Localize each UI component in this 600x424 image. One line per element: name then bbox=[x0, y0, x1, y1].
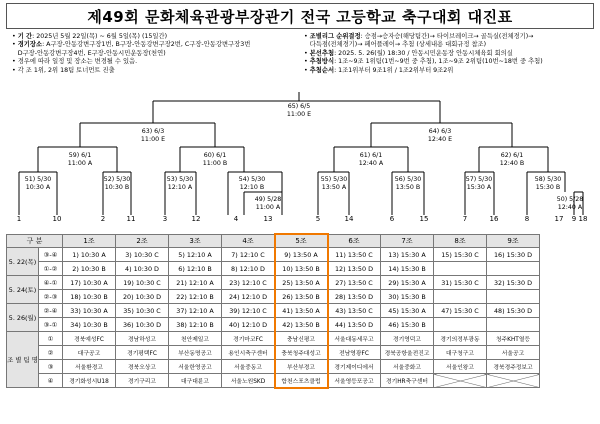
pair-dash: - bbox=[49, 306, 52, 315]
date-cell: 5. 22(목) bbox=[7, 248, 39, 276]
team-name: 서울환경고 bbox=[63, 360, 116, 374]
match-cell: 48) 15:30 D bbox=[487, 304, 540, 318]
info-bullet: • bbox=[304, 33, 310, 40]
match-cell: 46) 15:30 B bbox=[381, 318, 434, 332]
match-cell: 6) 12:10 B bbox=[169, 262, 222, 276]
team-name: 서울공고 bbox=[487, 346, 540, 360]
schedule-header-row bbox=[7, 235, 540, 248]
info-line bbox=[12, 41, 250, 49]
team-name: 천안제일고 bbox=[169, 332, 222, 346]
match-cell: 32) 15:30 D bbox=[487, 276, 540, 290]
pair-dash: - bbox=[49, 278, 52, 287]
info-line bbox=[12, 50, 250, 58]
team-name: 청주KHT열등 bbox=[487, 332, 540, 346]
match-cell: 19) 10:30 C bbox=[116, 276, 169, 290]
info-line bbox=[12, 58, 250, 66]
match-time: 15:30 B bbox=[535, 184, 561, 191]
pair-dash: - bbox=[49, 292, 52, 301]
match-cell: 8) 12:10 D bbox=[222, 262, 275, 276]
seed-number: 12 bbox=[191, 215, 201, 223]
match-time: 10:30 B bbox=[104, 184, 130, 191]
match-label: 63) 6/3 bbox=[141, 128, 165, 135]
match-cell: 31) 15:30 C bbox=[434, 276, 487, 290]
match-label: 52) 5/30 bbox=[103, 176, 131, 183]
match-time: 11:00 A bbox=[255, 204, 281, 211]
match-cell: 29) 15:30 A bbox=[381, 276, 434, 290]
match-time: 12:10 A bbox=[167, 184, 193, 191]
team-number-cell bbox=[39, 374, 63, 388]
team-name: 경북오상고 bbox=[116, 360, 169, 374]
seed-number: 15 bbox=[419, 215, 429, 223]
match-time: 11:00 E bbox=[140, 136, 166, 143]
match-cell: 47) 15:30 C bbox=[434, 304, 487, 318]
bracket-match-m64 bbox=[428, 128, 452, 144]
schedule-row bbox=[7, 304, 540, 318]
team-name: 경북경주정보고 bbox=[487, 360, 540, 374]
info-label: 기 간 bbox=[17, 33, 33, 40]
team-number-cell bbox=[39, 360, 63, 374]
header-group-3: 3조 bbox=[169, 235, 222, 248]
info-line bbox=[12, 67, 250, 75]
match-cell: 1) 10:30 A bbox=[63, 248, 116, 262]
match-cell: 26) 13:50 B bbox=[275, 290, 328, 304]
team-name: 경기제이디에서 bbox=[328, 360, 381, 374]
seed-number: 3 bbox=[162, 215, 168, 223]
match-cell: 37) 12:10 A bbox=[169, 304, 222, 318]
team-name: 대구공고 bbox=[63, 346, 116, 360]
info-text: : 1조1위부터 9조1위 / 1조2위부터 9조2위 bbox=[334, 66, 454, 74]
team-name: 경기화성시U18 bbox=[63, 374, 116, 388]
seed-number: 4 bbox=[233, 215, 239, 223]
circled-number: ④ bbox=[47, 376, 54, 385]
bracket-match-m51 bbox=[25, 176, 52, 192]
match-time: 10:30 A bbox=[25, 184, 51, 191]
team-name: 부산부경고 bbox=[275, 360, 328, 374]
info-text: : 1조~9조 1위팀(1번~9번 중 추첨), 1조~9조 2위팀(10번~18번 중 추첨) bbox=[334, 58, 543, 66]
bracket-match-m57 bbox=[466, 176, 493, 192]
team-name: 충남신평고 bbox=[275, 332, 328, 346]
info-label: 추첨방식 bbox=[309, 58, 335, 66]
team-name: 서울대동세무고 bbox=[328, 332, 381, 346]
match-label: 60) 6/1 bbox=[203, 152, 227, 159]
bracket-match-m60 bbox=[203, 152, 227, 168]
header-group-9: 9조 bbox=[487, 235, 540, 248]
match-label: 49) 5/28 bbox=[254, 196, 282, 203]
match-time: 13:50 A bbox=[321, 184, 347, 191]
match-cell: 17) 10:30 A bbox=[63, 276, 116, 290]
match-cell: 30) 15:30 B bbox=[381, 290, 434, 304]
seed-number: 9 bbox=[571, 215, 577, 223]
match-label: 64) 6/3 bbox=[428, 128, 452, 135]
match-cell: 12) 13:50 D bbox=[328, 262, 381, 276]
pair-cell bbox=[39, 276, 63, 290]
match-cell: 20) 10:30 D bbox=[116, 290, 169, 304]
empty-slot bbox=[487, 374, 540, 388]
match-cell: 9) 13:50 A bbox=[275, 248, 328, 262]
match-cell: 10) 13:50 B bbox=[275, 262, 328, 276]
team-name: 경기평택FC bbox=[116, 346, 169, 360]
match-cell: 13) 15:30 A bbox=[381, 248, 434, 262]
seed-number: 8 bbox=[524, 215, 530, 223]
bracket-match-m58 bbox=[535, 176, 562, 192]
bracket-match-m59 bbox=[68, 152, 92, 168]
info-label: 조별리그 순위결정 bbox=[309, 33, 361, 40]
match-cell: 35) 10:30 C bbox=[116, 304, 169, 318]
circled-number: ② bbox=[51, 264, 58, 273]
match-cell: 7) 12:10 C bbox=[222, 248, 275, 262]
team-name: 서울영등포공고 bbox=[328, 374, 381, 388]
seed-number: 10 bbox=[52, 215, 62, 223]
match-cell: 16) 15:30 D bbox=[487, 248, 540, 262]
seed-number: 17 bbox=[554, 215, 564, 223]
match-cell bbox=[434, 290, 487, 304]
team-name: 서울인왕고 bbox=[434, 360, 487, 374]
schedule-row bbox=[7, 290, 540, 304]
circled-number: ① bbox=[51, 320, 58, 329]
match-time: 13:50 B bbox=[395, 184, 421, 191]
seed-number: 2 bbox=[100, 215, 106, 223]
match-cell: 4) 10:30 D bbox=[116, 262, 169, 276]
match-label: 54) 5/30 bbox=[238, 176, 266, 183]
schedule-row bbox=[7, 318, 540, 332]
info-bullet: • bbox=[12, 66, 18, 74]
match-cell: 33) 10:30 A bbox=[63, 304, 116, 318]
header-group-5: 5조 bbox=[275, 235, 328, 248]
date-cell: 5. 24(토) bbox=[7, 276, 39, 304]
match-cell bbox=[487, 262, 540, 276]
seed-number: 13 bbox=[263, 215, 273, 223]
schedule-row bbox=[7, 276, 540, 290]
match-time: 12:40 E bbox=[427, 136, 453, 143]
page-title: 제49회 문화체육관광부장관기 전국 고등학교 축구대회 대진표 bbox=[87, 7, 513, 26]
match-cell: 34) 10:30 B bbox=[63, 318, 116, 332]
circled-number: ② bbox=[43, 306, 50, 315]
header-group-4: 4조 bbox=[222, 235, 275, 248]
match-cell: 21) 12:10 A bbox=[169, 276, 222, 290]
info-label: 경기장소 bbox=[17, 41, 43, 49]
match-label: 56) 5/30 bbox=[394, 176, 422, 183]
schedule-row bbox=[7, 262, 540, 276]
title-bar bbox=[6, 3, 594, 29]
match-label: 62) 6/1 bbox=[500, 152, 524, 159]
circled-number: ③ bbox=[43, 320, 50, 329]
info-line bbox=[304, 58, 543, 66]
bracket-match-m53 bbox=[167, 176, 194, 192]
match-label: 58) 5/30 bbox=[534, 176, 562, 183]
team-name: 용인시축구센터 bbox=[222, 346, 275, 360]
match-cell: 23) 12:10 C bbox=[222, 276, 275, 290]
seed-number: 16 bbox=[489, 215, 499, 223]
match-cell: 28) 13:50 D bbox=[328, 290, 381, 304]
match-cell: 44) 13:50 D bbox=[328, 318, 381, 332]
pair-cell bbox=[39, 318, 63, 332]
info-bullet: • bbox=[12, 58, 18, 66]
match-time: 12:40 B bbox=[499, 160, 525, 167]
circled-number: ③ bbox=[43, 250, 50, 259]
match-cell: 39) 12:10 C bbox=[222, 304, 275, 318]
team-name: 서울한영공고 bbox=[169, 360, 222, 374]
seed-number: 1 bbox=[16, 215, 22, 223]
match-label: 50) 5/28 bbox=[556, 196, 584, 203]
match-label: 53) 5/30 bbox=[166, 176, 194, 183]
team-row bbox=[7, 332, 540, 346]
info-label: 추첨순서 bbox=[309, 66, 335, 74]
info-label: 본선추첨 bbox=[309, 49, 335, 57]
info-right bbox=[304, 33, 543, 75]
match-time: 15:30 A bbox=[466, 184, 492, 191]
schedule-row bbox=[7, 248, 540, 262]
match-label: 59) 6/1 bbox=[68, 152, 92, 159]
circled-number: ① bbox=[43, 264, 50, 273]
info-bullet: • bbox=[12, 41, 18, 49]
match-label: 55) 5/30 bbox=[320, 176, 348, 183]
bracket-match-m63 bbox=[141, 128, 165, 144]
circled-number: ② bbox=[43, 292, 50, 301]
team-name: 경기의정부광동 bbox=[434, 332, 487, 346]
header-cell: 구 분 bbox=[7, 235, 63, 248]
match-cell: 15) 15:30 C bbox=[434, 248, 487, 262]
match-cell: 40) 12:10 D bbox=[222, 318, 275, 332]
header-group-1: 1조 bbox=[63, 235, 116, 248]
match-cell: 11) 13:50 C bbox=[328, 248, 381, 262]
team-name: 전남영광FC bbox=[328, 346, 381, 360]
circled-number: ③ bbox=[51, 292, 58, 301]
match-time: 11:00 E bbox=[286, 111, 312, 118]
team-row bbox=[7, 374, 540, 388]
info-text: D구장-안동강변구장4번, E구장-안동시민운동장(천연) bbox=[17, 49, 166, 57]
pair-dash: - bbox=[49, 264, 52, 273]
info-bullet: • bbox=[304, 58, 310, 66]
header-group-6: 6조 bbox=[328, 235, 381, 248]
pair-cell bbox=[39, 262, 63, 276]
info-text: : 2025. 5. 26(월) 18:30 / 안동시민운동장 안동시체육회 회의실 bbox=[334, 49, 513, 57]
info-left bbox=[12, 33, 250, 75]
match-cell: 5) 12:10 A bbox=[169, 248, 222, 262]
team-name: 부산동명공고 bbox=[169, 346, 222, 360]
info-text: 경우에 따라 일정 및 장소는 변경될 수 있음. bbox=[17, 58, 138, 66]
circled-number: ② bbox=[47, 348, 54, 357]
match-cell: 22) 12:10 B bbox=[169, 290, 222, 304]
match-cell: 18) 10:30 B bbox=[63, 290, 116, 304]
seed-number: 5 bbox=[315, 215, 321, 223]
match-cell: 3) 10:30 C bbox=[116, 248, 169, 262]
circled-number: ④ bbox=[43, 278, 50, 287]
info-text: : A구장-안동강변구장1번, B구장-안동강변구장2번, C구장-안동강변구장3번 bbox=[42, 41, 251, 49]
seed-number: 18 bbox=[578, 215, 588, 223]
team-number-cell bbox=[39, 332, 63, 346]
team-name: 경기영덕고 bbox=[381, 332, 434, 346]
team-name: 경남하성고 bbox=[116, 332, 169, 346]
team-row bbox=[7, 360, 540, 374]
match-cell bbox=[487, 318, 540, 332]
team-number-cell bbox=[39, 346, 63, 360]
team-name: 합천스포츠클럽 bbox=[275, 374, 328, 388]
match-label: 57) 5/30 bbox=[465, 176, 493, 183]
team-row bbox=[7, 346, 540, 360]
team-name: 경북예성FC bbox=[63, 332, 116, 346]
header-group-2: 2조 bbox=[116, 235, 169, 248]
match-label: 51) 5/30 bbox=[24, 176, 52, 183]
info-text: : 2025년 5월 22일(목) ~ 6월 5일(목) (15일간) bbox=[32, 33, 168, 40]
match-cell: 27) 13:50 C bbox=[328, 276, 381, 290]
empty-slot bbox=[434, 374, 487, 388]
header-group-8: 8조 bbox=[434, 235, 487, 248]
circled-number: ① bbox=[51, 278, 58, 287]
info-line bbox=[304, 50, 543, 58]
match-label: 61) 6/1 bbox=[359, 152, 383, 159]
match-time: 11:00 A bbox=[67, 160, 93, 167]
team-name: 충북청주대성고 bbox=[275, 346, 328, 360]
pair-dash: - bbox=[49, 250, 52, 259]
info-text: : 승점→승자승(해당팀간)→ 타이브레이크→ 골득실(전체경기)→ bbox=[360, 33, 534, 40]
schedule-table bbox=[6, 234, 540, 388]
bracket-match-m50 bbox=[557, 196, 584, 212]
bracket-match-m55 bbox=[321, 176, 348, 192]
team-name: 서울중동고 bbox=[222, 360, 275, 374]
match-cell: 43) 13:50 C bbox=[328, 304, 381, 318]
match-time: 11:00 B bbox=[202, 160, 228, 167]
match-cell: 14) 15:30 B bbox=[381, 262, 434, 276]
info-text: 각 조 1위, 2위 18팀 토너먼트 진출 bbox=[17, 66, 115, 74]
teams-label: 조 별 팀 명 bbox=[7, 332, 39, 388]
seed-number: 6 bbox=[389, 215, 395, 223]
circled-number: ④ bbox=[51, 250, 58, 259]
info-text: 다득점(전체경기)→ 페어플레이→ 추첨 (상세내용 대회규정 참조) bbox=[309, 41, 487, 49]
bracket-match-m65 bbox=[287, 103, 311, 119]
team-name: 대구청구고 bbox=[434, 346, 487, 360]
match-label: 65) 6/5 bbox=[287, 103, 311, 110]
match-cell: 45) 15:30 A bbox=[381, 304, 434, 318]
match-cell: 36) 10:30 D bbox=[116, 318, 169, 332]
pair-dash: - bbox=[49, 320, 52, 329]
match-cell: 25) 13:50 A bbox=[275, 276, 328, 290]
pair-cell bbox=[39, 290, 63, 304]
seed-number: 11 bbox=[126, 215, 136, 223]
tournament-bracket bbox=[0, 92, 600, 227]
match-cell: 2) 10:30 B bbox=[63, 262, 116, 276]
match-cell: 24) 12:10 D bbox=[222, 290, 275, 304]
match-cell: 38) 12:10 B bbox=[169, 318, 222, 332]
team-name: 서울노원SKD bbox=[222, 374, 275, 388]
match-cell bbox=[434, 318, 487, 332]
bracket-match-m56 bbox=[395, 176, 422, 192]
match-cell: 42) 13:50 B bbox=[275, 318, 328, 332]
match-time: 12:10 B bbox=[239, 184, 265, 191]
circled-number: ④ bbox=[51, 306, 58, 315]
header-group-7: 7조 bbox=[381, 235, 434, 248]
info-bullet: • bbox=[304, 66, 310, 74]
team-name: 서울중화고 bbox=[381, 360, 434, 374]
bracket-match-m49 bbox=[255, 196, 282, 212]
info-line bbox=[304, 41, 543, 49]
info-bullet: • bbox=[304, 49, 310, 57]
circled-number: ③ bbox=[47, 362, 54, 371]
seed-number: 7 bbox=[462, 215, 468, 223]
seed-number: 14 bbox=[344, 215, 354, 223]
match-cell bbox=[434, 262, 487, 276]
team-name: 대구대륜고 bbox=[169, 374, 222, 388]
bracket-match-m52 bbox=[104, 176, 131, 192]
info-line bbox=[304, 67, 543, 75]
info-bullet: • bbox=[12, 33, 18, 40]
match-cell: 41) 13:50 A bbox=[275, 304, 328, 318]
bracket-match-m54 bbox=[239, 176, 266, 192]
team-name: 경기HR축구센터 bbox=[381, 374, 434, 388]
team-name: 경기구리고 bbox=[116, 374, 169, 388]
pair-cell bbox=[39, 248, 63, 262]
bracket-match-m62 bbox=[500, 152, 524, 168]
team-name: 경북공항울전진고 bbox=[381, 346, 434, 360]
bracket-match-m61 bbox=[359, 152, 383, 168]
team-name: 경기마코FC bbox=[222, 332, 275, 346]
date-cell: 5. 26(월) bbox=[7, 304, 39, 332]
circled-number: ① bbox=[47, 334, 54, 343]
pair-cell bbox=[39, 304, 63, 318]
match-time: 12:40 A bbox=[358, 160, 384, 167]
match-time: 12:40 A bbox=[557, 204, 583, 211]
match-cell bbox=[487, 290, 540, 304]
